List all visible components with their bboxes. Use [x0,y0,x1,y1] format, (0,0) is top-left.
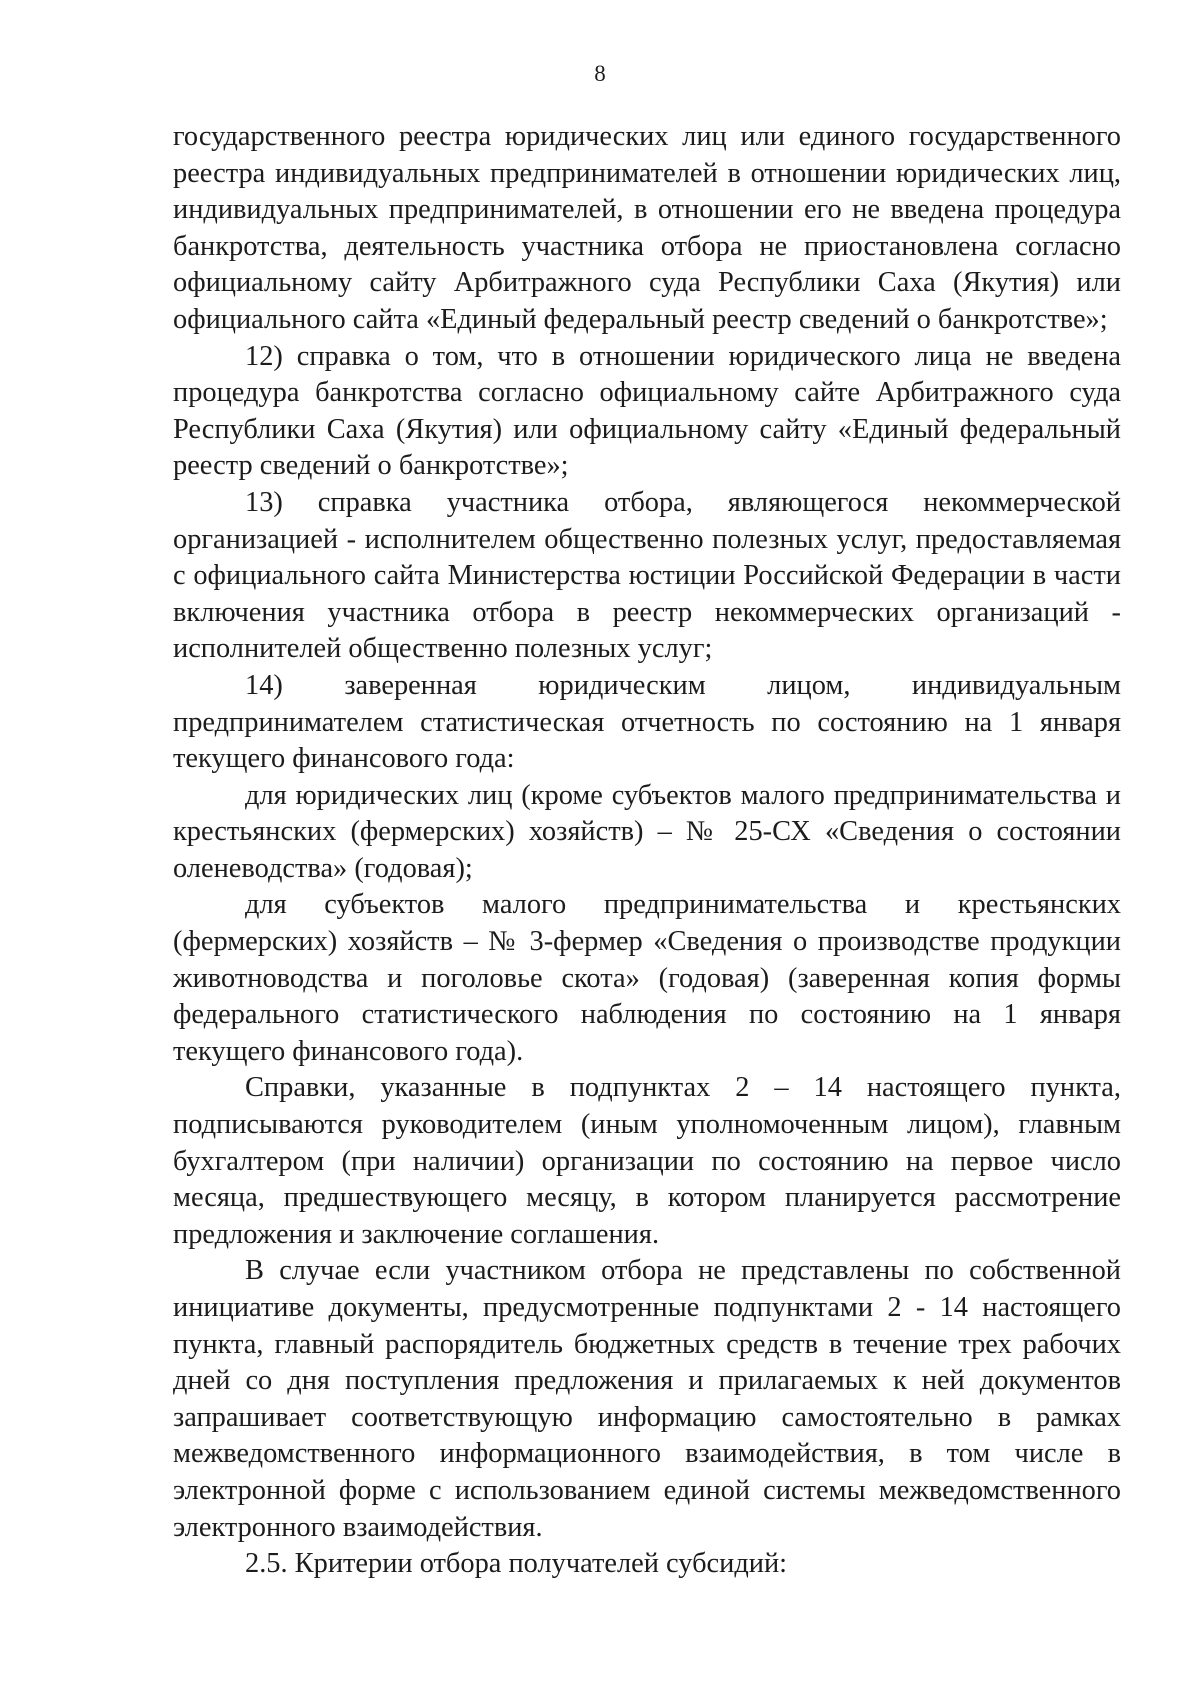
text-line: для юридических лиц (кроме субъектов малого предпринимательства и [245,779,1121,811]
text-line: процедура банкротства согласно официальному сайте Арбитражного суда [173,377,1121,409]
text-line: В случае если участником отбора не представлены по собственной [245,1255,1121,1287]
text-line: организацией - исполнителем общественно полезных услуг, предоставляемая [173,523,1121,555]
text-line: Республики Саха (Якутия) или официальному сайту «Единый федеральный [173,413,1121,445]
text-line: животноводства и поголовье скота» (годовая) (заверенная копия формы [173,962,1121,994]
text-line: электронной форме с использованием единой системы межведомственного [173,1474,1121,1506]
text-line: 2.5. Критерии отбора получателей субсидий: [245,1548,788,1580]
text-line: индивидуальных предпринимателей, в отношении его не введена процедура [173,194,1121,226]
text-line: официальному сайту Арбитражного суда Республики Саха (Якутия) или [173,267,1121,299]
text-line: предпринимателем статистическая отчетность по состоянию на 1 января [173,706,1121,738]
text-line: (фермерских) хозяйств – № 3-фермер «Сведения о производстве продукции [173,926,1121,958]
text-line: банкротства, деятельность участника отбора не приостановлена согласно [173,230,1121,262]
text-line: исполнителей общественно полезных услуг; [173,633,713,665]
text-line: реестра индивидуальных предпринимателей в отношении юридических лиц, [173,157,1121,189]
paragraph-p4 [173,668,1121,778]
text-line: дней со дня поступления предложения и прилагаемых к ней документов [173,1365,1121,1397]
text-line: подписываются руководителем (иным уполномоченным лицом), главным [173,1109,1121,1141]
text-line: электронного взаимодействия. [173,1511,543,1543]
text-line: месяца, предшествующего месяцу, в котором планируется рассмотрение [173,1182,1121,1214]
text-line: государственного реестра юридических лиц или единого государственного [173,121,1121,152]
paragraph-p5 [173,778,1121,888]
text-line: с официального сайта Министерства юстиции Российской Федерации в части [173,560,1121,592]
paragraph-p6 [173,887,1121,1070]
text-line: 13) справка участника отбора, являющегося некоммерческой [245,486,1121,518]
text-line: текущего финансового года: [173,743,515,775]
paragraph-p3 [173,485,1121,668]
paragraph-p8 [173,1253,1121,1546]
text-line: включения участника отбора в реестр некоммерческих организаций - [173,596,1121,628]
paragraph-p7 [173,1070,1121,1253]
page-number: 8 [594,61,606,86]
text-line: реестр сведений о банкротстве»; [173,450,569,482]
text-line: федерального статистического наблюдения по состоянию на 1 января [173,999,1121,1031]
text-line: для субъектов малого предпринимательства и крестьянских [245,889,1121,921]
text-line: официального сайта «Единый федеральный реестр сведений о банкротстве»; [173,303,1108,335]
text-line: запрашивает соответствующую информацию самостоятельно в рамках [173,1401,1121,1433]
text-line: текущего финансового года). [173,1035,524,1067]
text-line: оленеводства» (годовая); [173,852,473,884]
paragraph-p1 [173,119,1121,339]
text-line: Справки, указанные в подпунктах 2 – 14 настоящего пункта, [245,1072,1121,1104]
text-line: инициативе документы, предусмотренные подпунктами 2 - 14 настоящего [173,1292,1121,1323]
paragraph-p2 [173,339,1121,485]
text-line: пункта, главный распорядитель бюджетных средств в течение трех рабочих [173,1328,1121,1360]
text-line: 12) справка о том, что в отношении юридического лица не введена [245,340,1121,372]
text-line: межведомственного информационного взаимодействия, в том числе в [173,1438,1121,1470]
paragraph-p9 [173,1546,1121,1583]
document-body [173,119,1121,1583]
text-line: предложения и заключение соглашения. [173,1218,660,1250]
text-line: бухгалтером (при наличии) организации по состоянию на первое число [173,1145,1121,1177]
text-line: крестьянских (фермерских) хозяйств) – № 25-СХ «Сведения о состоянии [173,816,1121,848]
text-line: 14) заверенная юридическим лицом, индивидуальным [245,669,1121,701]
